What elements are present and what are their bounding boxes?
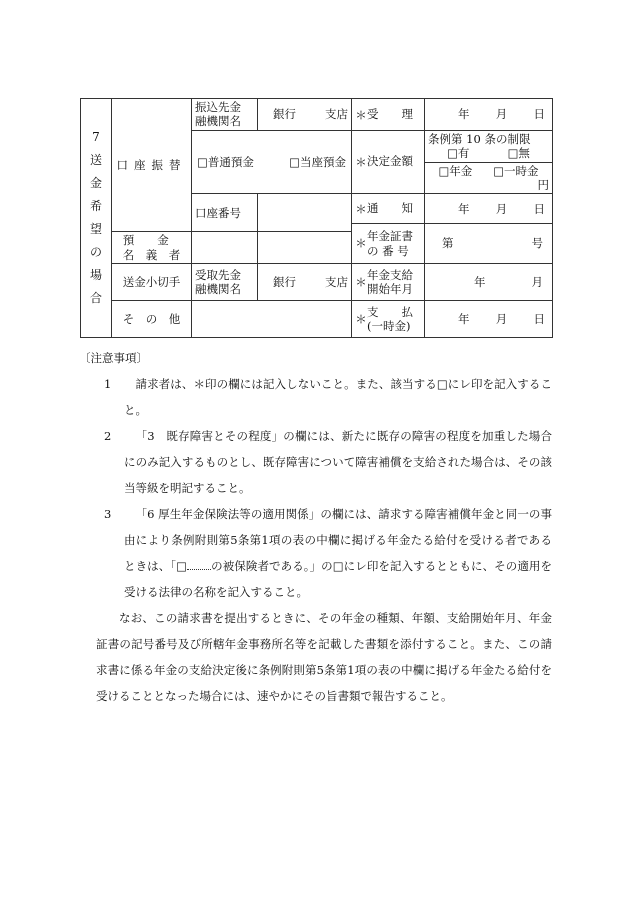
notice-label: ＊通 知 — [352, 194, 425, 224]
remittance-check-label: 送金小切手 — [112, 264, 192, 301]
account-holder-label: 預 金 名 義 者 — [112, 232, 192, 264]
note-item-1: 1 請求者は、＊印の欄には記入しないこと。また、該当する□にレ印を記入すること。 — [104, 377, 552, 417]
certificate-number-label: ＊ 年金証書 の 番 号 — [352, 224, 425, 264]
ordinary-deposit-checkbox[interactable]: □普通預金 — [197, 154, 254, 169]
section-7-label: 7 送 金 希 望 の 場 合 — [81, 99, 112, 338]
restriction-yes-checkbox[interactable]: □有 — [447, 146, 470, 161]
remittance-form-table — [80, 98, 553, 338]
note-item-3: 3 「6 厚生年金保険法等の適用関係」の欄には、請求する障害補償年金と同一の事由により条例附則第5条第1項の表の中欄に掲げる年金たる給付を受ける者であるときは、「□ の被保険者である。」の□にレ印を記入するとともに、その適用を受ける法律の名称を記入すること。 — [104, 507, 552, 599]
restriction-field[interactable]: 条例第 10 条の制限 □有 □無 — [425, 130, 553, 162]
notes-section — [79, 345, 552, 709]
payment-start-label: ＊ 年金支給 開始年月 — [352, 264, 425, 301]
notice-date-field[interactable]: 年 月 日 — [425, 194, 553, 224]
restriction-no-checkbox[interactable]: □無 — [507, 146, 530, 161]
blank-line — [187, 559, 211, 570]
pension-checkbox[interactable]: □年金 — [438, 163, 473, 178]
deposit-type-field[interactable] — [192, 130, 352, 194]
current-deposit-checkbox[interactable]: □当座預金 — [289, 154, 346, 169]
payment-lump-label: ＊ 支 払 (一時金) — [352, 301, 425, 338]
section-number: 7 — [92, 130, 100, 144]
account-number-label: 口座番号 — [192, 194, 258, 232]
transfer-bank-field[interactable]: 銀行 支店 — [258, 99, 352, 131]
payment-lump-date-field[interactable]: 年 月 日 — [425, 301, 553, 338]
note-item-2: 2 「3 既存障害とその程度」の欄には、新たに既存の障害の程度を加重した場合にのみ記入するものとし、既存障害について障害補償を支給された場合は、その該当等級を明記すること。 — [104, 429, 552, 495]
notes-heading: 〔注意事項〕 — [79, 351, 148, 365]
payment-start-field[interactable]: 年 月 — [425, 264, 553, 301]
receipt-label: ＊受 理 — [352, 99, 425, 131]
receiving-bank-label: 受取先金 融機関名 — [192, 264, 258, 301]
lump-sum-checkbox[interactable]: □一時金 — [493, 163, 539, 178]
other-field[interactable] — [192, 301, 352, 338]
account-transfer-label: 口座振替 — [112, 99, 192, 232]
certificate-number-field[interactable]: 第 号 — [425, 224, 553, 264]
receipt-date-field[interactable]: 年 月 日 — [425, 99, 553, 131]
other-label: そ の 他 — [112, 301, 192, 338]
account-number-field[interactable] — [258, 194, 352, 232]
transfer-bank-label: 振込先金 融機関名 — [192, 99, 258, 131]
amount-type-field[interactable]: □年金 □一時金 円 — [425, 162, 553, 194]
account-holder-field[interactable] — [192, 232, 258, 264]
note-paragraph: なお、この請求書を提出するときに、その年金の種類、年額、支給開始年月、年金証書の記号番号及び所轄年金事務所名等を記載した書類を添付すること。また、この請求書に係る年金の支給決定後に条例附則第5条第1項の表の中欄に掲げる年金たる給付を受けることとなった場合には、速やかにその旨書類で報告すること。 — [96, 611, 552, 703]
decided-amount-label: ＊決定金額 — [352, 130, 425, 194]
receiving-bank-field[interactable]: 銀行 支店 — [258, 264, 352, 301]
